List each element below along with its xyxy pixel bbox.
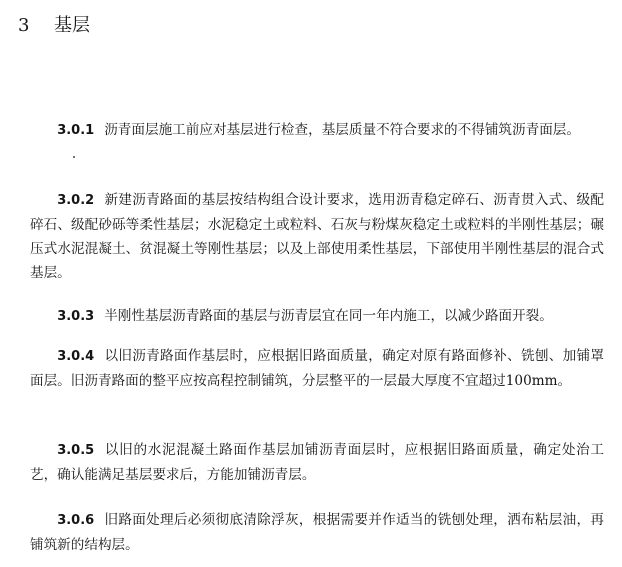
clause-text: 沥青面层施工前应对基层进行检查，基层质量不符合要求的不得铺筑沥青面层。 xyxy=(104,121,580,138)
clause-text: 半刚性基层沥青路面的基层与沥青层宜在同一年内施工，以减少路面开裂。 xyxy=(104,307,553,324)
clause-text: 以旧沥青路面作基层时，应根据旧路面质量，确定对原有路面修补、铣刨、加铺罩面层。旧沥青路面的整平应按高程控制铺筑，分层整平的一层最大厚度不宜超过100mm。 xyxy=(30,347,604,389)
clause-3-0-4 xyxy=(30,344,604,393)
clause-number: 3.0.3 xyxy=(57,308,95,324)
clause-text: 旧路面处理后必须彻底清除浮灰，根据需要并作适当的铣刨处理，洒布粘层油，再铺筑新的结构层。 xyxy=(30,511,604,553)
chapter-number: 3 xyxy=(18,15,30,36)
clause-number: 3.0.2 xyxy=(57,192,95,208)
clause-number: 3.0.1 xyxy=(57,122,95,138)
chapter-title: 基层 xyxy=(54,15,90,36)
clause-3-0-2 xyxy=(30,188,604,285)
clause-3-0-3 xyxy=(30,304,604,329)
clause-number: 3.0.5 xyxy=(57,442,95,458)
clause-number: 3.0.6 xyxy=(57,512,95,528)
clause-3-0-5 xyxy=(30,438,604,487)
clause-number: 3.0.4 xyxy=(57,348,95,364)
clause-3-0-1 xyxy=(30,118,604,143)
clause-text: 以旧的水泥混凝土路面作基层加铺沥青面层时，应根据旧路面质量，确定处治工艺，确认能满足基层要求后，方能加铺沥青层。 xyxy=(30,441,604,483)
clause-3-0-6 xyxy=(30,508,604,557)
chapter-heading xyxy=(18,14,90,38)
scan-speck xyxy=(73,156,75,158)
clause-text: 新建沥青路面的基层按结构组合设计要求，选用沥青稳定碎石、沥青贯入式、级配碎石、级配砂砾等柔性基层；水泥稳定土或粒料、石灰与粉煤灰稳定土或粒料的半刚性基层；碾压式水泥混凝土、贫混凝土等刚性基层；以及上部使用柔性基层，下部使用半刚性基层的混合式基层。 xyxy=(30,191,604,281)
